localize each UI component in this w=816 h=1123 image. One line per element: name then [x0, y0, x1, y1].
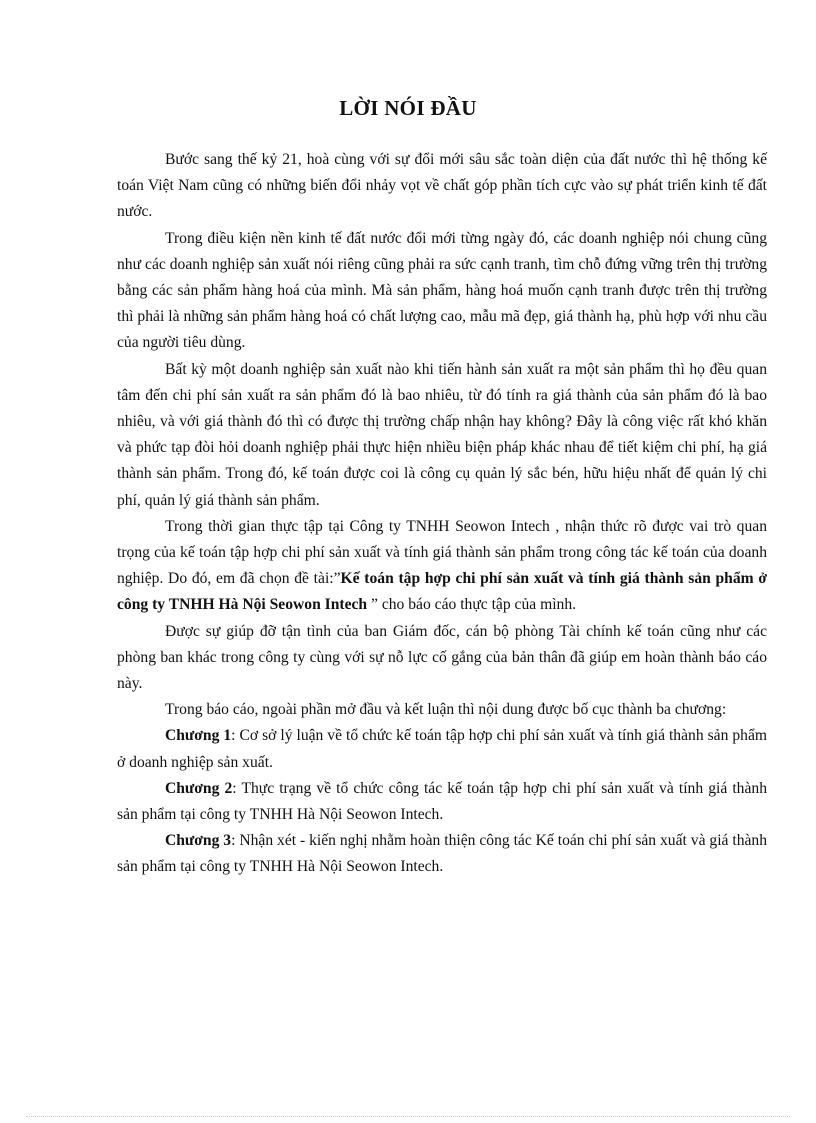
chapter-1-label: Chương 1	[165, 727, 232, 745]
paragraph-4	[117, 514, 767, 619]
paragraph-4-end: ” cho báo cáo thực tập của mình.	[367, 596, 577, 614]
paragraph-1: Bước sang thế kỷ 21, hoà cùng với sự đổi mới sâu sắc toàn diện của đất nước thì hệ thống kế toán Việt Nam cũng có những biến đổi nhảy vọt về chất góp phần tích cực vào sự phát triển kinh tế đất nước.	[117, 151, 767, 221]
report-topic: Kế toán tập hợp chi phí sản xuất và tính giá thành sản phẩm ở công ty TNHH Hà Nội Seowon Intech	[117, 570, 767, 614]
chapter-3-text: : Nhận xét - kiến nghị nhằm hoàn thiện công tác Kế toán chi phí sản xuất và giá thành sản phẩm tại công ty TNHH Hà Nội Seowon Intech.	[117, 832, 768, 876]
chapter-1-text: : Cơ sở lý luận về tổ chức kế toán tập hợp chi phí sản xuất và tính giá thành sản phẩm ở doanh nghiệp sản xuất.	[117, 727, 767, 771]
paragraph-2: Trong điều kiện nền kinh tế đất nước đổi mới từng ngày đó, các doanh nghiệp nói chung cũng như các doanh nghiệp sản xuất nói riêng cũng phải ra sức cạnh tranh, tìm chỗ đứng vững trên thị trường bằng các sản phẩm hàng hoá của mình. Mà sản phẩm, hàng hoá muốn cạnh tranh được trên thị trường thì phải là những sản phẩm hàng hoá có chất lượng cao, mẫu mã đẹp, giá thành hạ, phù hợp với nhu cầu của người tiêu dùng.	[117, 229, 767, 352]
page-title: LỜI NÓI ĐẦU	[339, 96, 477, 120]
document-body	[117, 147, 767, 881]
paragraph-3: Bất kỳ một doanh nghiệp sản xuất nào khi tiến hành sản xuất ra một sản phẩm thì họ đều quan tâm đến chi phí sản xuất ra sản phẩm đó là bao nhiêu, từ đó tính ra giá thành của sản phẩm đó là bao nhiêu, và với giá thành đó thì có được thị trường chấp nhận hay không? Đây là công việc rất khó khăn và phức tạp đòi hỏi doanh nghiệp phải thực hiện nhiều biện pháp khác nhau để tiết kiệm chi phí, hạ giá thành sản phẩm. Trong đó, kế toán được coi là công cụ quản lý sắc bén, hữu hiệu nhất để quản lý chi phí, quản lý giá thành sản phẩm.	[117, 360, 767, 509]
chapter-2-text: : Thực trạng về tổ chức công tác kế toán tập hợp chi phí sản xuất và tính giá thành sản phẩm tại công ty TNHH Hà Nội Seowon Intech.	[117, 779, 767, 824]
chapter-3	[117, 828, 767, 880]
paragraph-5: Được sự giúp đỡ tận tình của ban Giám đốc, cán bộ phòng Tài chính kế toán cũng như các phòng ban khác trong công ty cùng với sự nỗ lực cố gắng của bản thân đã giúp em hoàn thành báo cáo này.	[117, 622, 767, 693]
chapter-2-label: Chương 2	[165, 779, 233, 797]
chapter-1	[117, 723, 767, 775]
chapter-2	[117, 776, 767, 828]
chapter-3-label: Chương 3	[165, 832, 232, 850]
page-bottom-divider	[26, 1116, 790, 1117]
paragraph-6: Trong báo cáo, ngoài phần mở đầu và kết luận thì nội dung được bố cục thành ba chương:	[165, 701, 727, 719]
paragraph-4-intro: Trong thời gian thực tập tại Công ty TNHH Seowon Intech , nhận thức rõ được vai trò quan trọng của kế toán tập hợp chi phí sản xuất và tính giá thành sản phẩm trong công tác kế toán của doanh nghiệp. Do đó, em đã chọn đề tài:”	[117, 517, 767, 588]
